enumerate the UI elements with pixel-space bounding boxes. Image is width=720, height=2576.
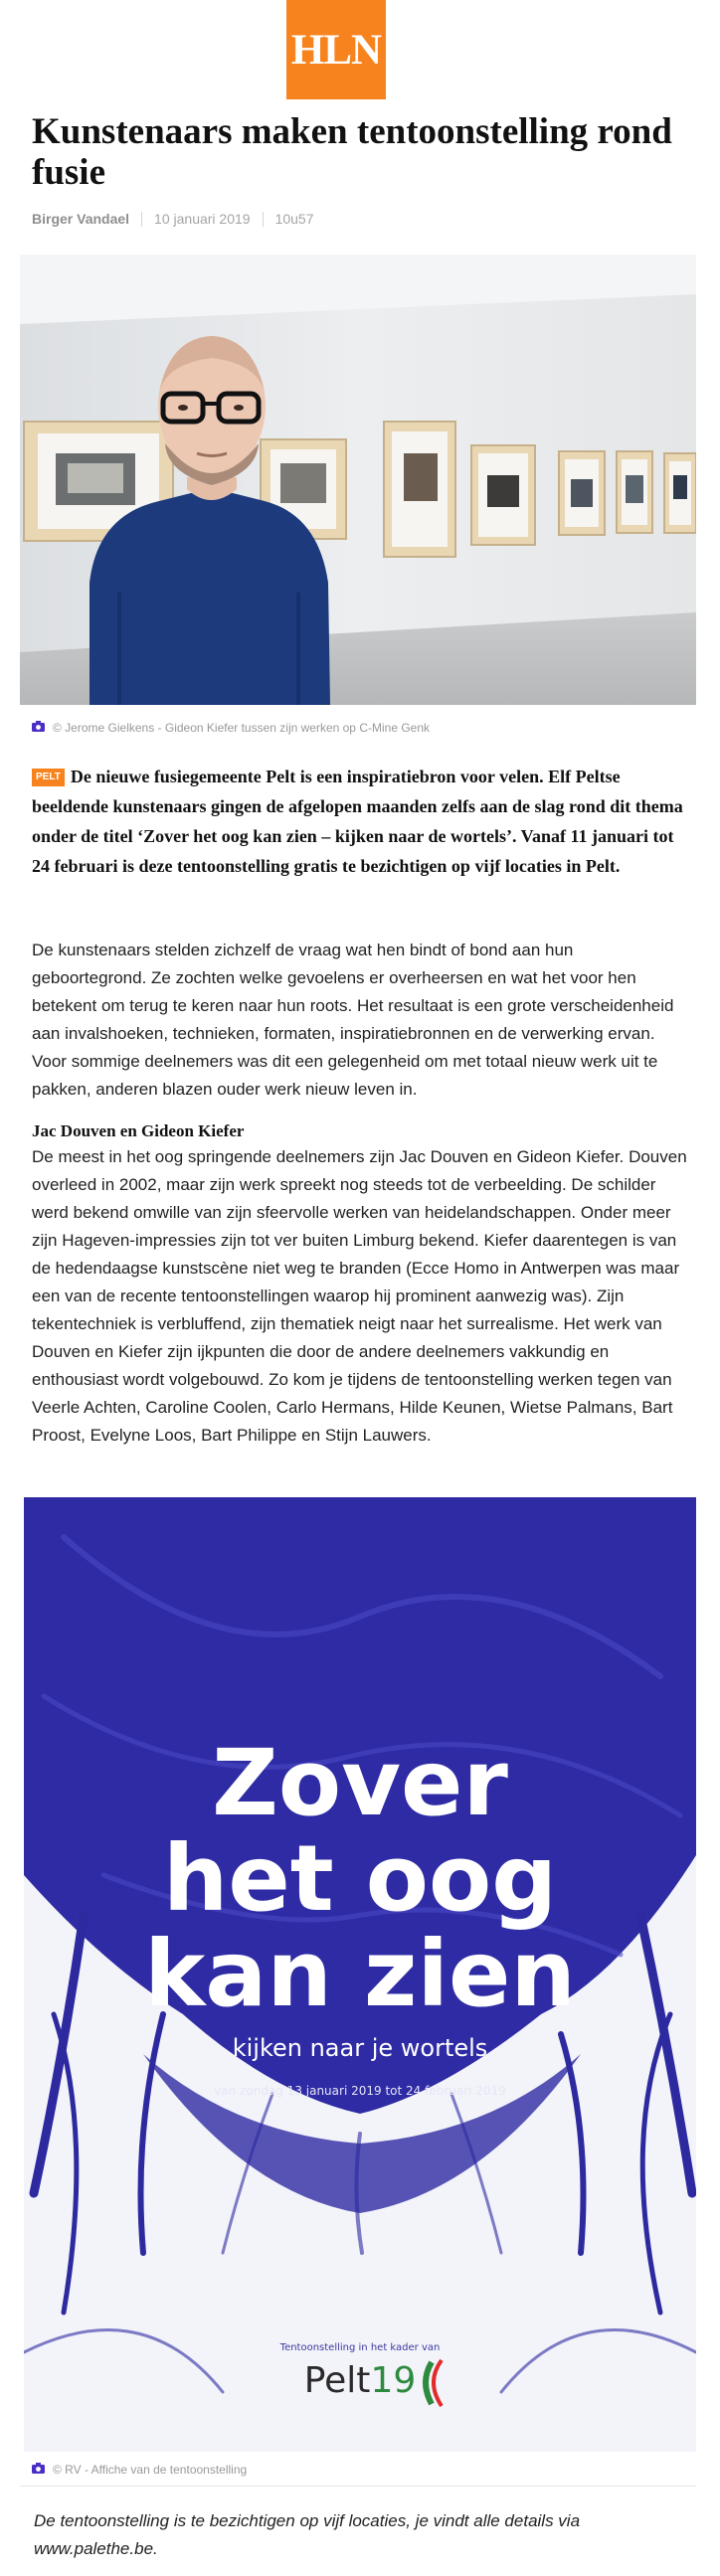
article-subheading: Jac Douven en Gideon Kiefer	[32, 1121, 245, 1140]
exhibition-poster[interactable]	[24, 1497, 696, 2452]
poster-subtitle: kijken naar je wortels	[232, 2034, 488, 2062]
poster-footer-note: Tentoonstelling in het kader van	[279, 2342, 441, 2353]
poster-title-line-1: Zover	[212, 1730, 508, 1836]
gallery-photo-illustration	[20, 255, 696, 705]
poster-caption-text: © RV - Affiche van de tentoonstelling	[53, 2463, 248, 2477]
poster-title	[24, 1730, 696, 2027]
location-tag: PELT	[32, 769, 65, 786]
hln-logo[interactable]	[286, 0, 386, 99]
article-paragraph-1: De kunstenaars stelden zichzelf de vraag wat hen bindt of bond aan hun geboortegrond. Ze zochten welke gevoelens er overheersen en wat het voor hen betekent om terug te keren naar hun roots. Het resultaat is een grote verscheidenheid aan invalshoeken, technieken, formaten, inspiratiebronnen en de verwerking ervan. Voor sommige deelnemers was dit een gelegenheid om met totaal nieuw werk uit te pakken, anderen blazen ouder werk nieuw leven in.	[32, 941, 674, 1099]
article-meta	[32, 209, 314, 229]
camera-icon	[32, 2463, 45, 2477]
photo-caption	[32, 718, 430, 738]
camera-icon	[32, 721, 45, 735]
section-divider	[20, 2486, 696, 2487]
publish-date: 10 januari 2019	[154, 211, 251, 227]
article-photo[interactable]	[20, 255, 696, 705]
site-header	[0, 0, 720, 103]
photo-caption-text: © Jerome Gielkens - Gideon Kiefer tussen zijn werken op C-Mine Genk	[53, 721, 431, 735]
meta-divider	[263, 212, 264, 227]
closing-note: De tentoonstelling is te bezichtigen op vijf locaties, je vindt alle details via www.palethe.be.	[34, 2511, 581, 2558]
poster-brand-number: 19	[370, 2360, 417, 2401]
article-lead	[32, 762, 688, 881]
meta-divider	[141, 212, 142, 227]
poster-brand-word: Pelt	[303, 2360, 371, 2401]
poster-title-line-2: het oog	[162, 1825, 558, 1932]
article-title: Kunstenaars maken tentoonstelling rond fusie	[32, 111, 672, 193]
publish-time: 10u57	[274, 211, 314, 227]
article-paragraph-2: De meest in het oog springende deelnemers zijn Jac Douven en Gideon Kiefer. Douven overleed in 2002, maar zijn werk spreekt nog steeds tot de verbeelding. De schilder werd bekend omwille van zijn sfeervolle werken van heidelandschappen. Onder meer zijn Hageven-impressies zijn tot ver buiten Limburg bekend. Kiefer daarentegen is van de hedendaagse kunstscène niet weg te branden (Ecce Homo in Antwerpen was maar een van de recente tentoonstellingen waarop hij prominent aanwezig was). Zijn tekentechniek is verbluffend, zijn thematiek neigt naar het surrealisme. Het werk van Douven en Kiefer zijn ijkpunten die door de andere deelnemers vakkundig en enthousiast wordt volgebouwd. Zo kom je tijdens de tentoonstelling werken tegen van Veerle Achten, Caroline Coolen, Carlo Hermans, Hilde Keunen, Wietse Palmans, Bart Proost, Evelyne Loos, Bart Philippe en Stijn Lauwers.	[32, 1147, 687, 1445]
logo-text: HLN	[290, 26, 382, 74]
lead-text: De nieuwe fusiegemeente Pelt is een inspiratiebron voor velen. Elf Peltse beeldende kunstenaars gingen de afgelopen maanden zelfs aan de slag rond dit thema onder de titel ‘Zover het oog kan zien – kijken naar de wortels’. Vanaf 11 januari tot 24 februari is deze tentoonstelling gratis te bezichtigen op vijf locaties in Pelt.	[32, 767, 683, 876]
poster-brand	[24, 2360, 696, 2401]
poster-caption	[32, 2460, 247, 2480]
author-name[interactable]: Birger Vandael	[32, 211, 130, 227]
poster-dates: van zondag 13 januari 2019 tot 24 februari 2019	[214, 2084, 506, 2098]
poster-title-line-3: kan zien	[144, 1921, 576, 2027]
